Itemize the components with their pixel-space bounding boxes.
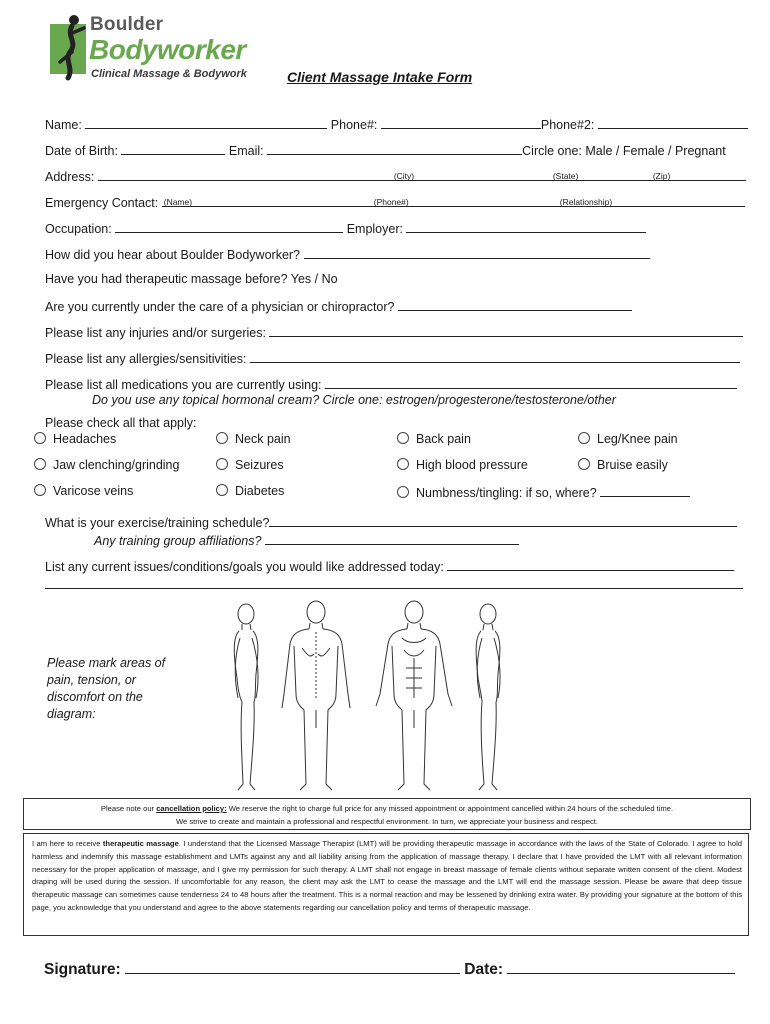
cancellation-policy-link: cancellation policy: [156,804,227,813]
employer-field[interactable] [406,220,646,233]
radio-circle-icon [34,484,46,496]
checkbox-seizures[interactable]: Seizures [216,458,284,472]
hear-field[interactable] [304,246,650,259]
medications-field[interactable] [325,376,737,389]
phone2-field[interactable] [598,116,748,129]
employer-label: Employer: [346,222,403,236]
phone2-label: Phone#2: [540,118,595,132]
affiliations-field[interactable] [265,532,519,545]
had-massage-label[interactable]: Have you had therapeutic massage before? Yes / No [45,272,338,286]
form-title: Client Massage Intake Form [287,69,473,85]
checkbox-blood-pressure[interactable]: High blood pressure [397,458,528,472]
radio-circle-icon [397,432,409,444]
physician-field[interactable] [398,298,632,311]
exercise-field[interactable] [269,514,737,527]
check-all-label: Please check all that apply: [45,416,197,430]
hormonal-note[interactable]: Do you use any topical hormonal cream? Circle one: estrogen/progesterone/testosterone/other [92,393,616,407]
name-label: Name: [45,118,82,132]
row-injuries [45,324,743,340]
logo-text-bodyworker: Bodyworker [89,34,246,65]
date-label: Date: [464,961,504,978]
row-had-massage [45,272,338,286]
issues-field[interactable] [447,558,734,571]
address-label: Address: [45,170,95,184]
allergies-label: Please list any allergies/sensitivities: [45,352,247,366]
signature-label: Signature: [44,961,121,978]
radio-circle-icon [578,458,590,470]
email-field[interactable] [267,142,522,155]
signature-row [44,958,735,979]
body-figure-side-right [476,604,500,790]
city-hint: (City) [393,171,415,181]
signature-field[interactable] [125,958,460,974]
diagram-instructions: Please mark areas of pain, tension, or discomfort on the diagram: [47,656,166,721]
date-field[interactable] [507,958,735,974]
cancellation-policy-box: Please note our cancellation policy: We reserve the right to charge full price for any missed appointment or appointment cancelled within 24 hours of the scheduled time. We strive to create and maintain a professional and respectful environment. In turn, we appreciate your business and respect. [23,798,751,830]
radio-circle-icon [34,458,46,470]
issues-label: List any current issues/conditions/goals you would like addressed today: [45,560,444,574]
row-name [45,116,748,132]
row-physician [45,298,632,314]
gender-label[interactable]: Circle one: Male / Female / Pregnant [522,144,726,158]
radio-circle-icon [216,458,228,470]
occupation-field[interactable] [115,220,343,233]
row-occupation [45,220,646,236]
address-field[interactable] [98,168,746,181]
logo-text-boulder: Boulder [90,14,164,35]
dob-label: Date of Birth: [45,144,118,158]
row-dob [45,142,726,158]
allergies-field[interactable] [250,350,740,363]
hear-label: How did you hear about Boulder Bodyworker? [45,248,301,262]
medications-label: Please list all medications you are currently using: [45,378,322,392]
consent-bold: therapeutic massage [102,839,179,848]
checkbox-bruise[interactable]: Bruise easily [578,458,668,472]
radio-circle-icon [34,432,46,444]
exercise-label: What is your exercise/training schedule? [45,516,270,530]
injuries-label: Please list any injuries and/or surgeries: [45,326,266,340]
radio-circle-icon [216,432,228,444]
row-exercise [45,514,737,530]
row-issues [45,558,734,574]
body-figure-side-left [234,604,258,790]
emergency-label: Emergency Contact: [45,196,159,210]
checkbox-neck-pain[interactable]: Neck pain [216,432,291,446]
affiliations-label: Any training group affiliations? [94,534,262,548]
row-medications [45,376,737,392]
consent-box: I am here to receive therapeutic massage. I understand that the Licensed Massage Therapist (LMT) will be providing therapeutic massage in accordance with the laws of the State of Colorado. I agree to hold harmless and indemnify this massage establishment and LMTs against any and all liability arising from the application of massage therapy. I declare that I have provided the LMT with all relevant information necessary for the proper application of massage, and I give my permission for such therapy. A LMT shall not engage in breast massage of female clients without separate written consent of the client. Modest draping will be used during the session. If uncomfortable for any reason, the client may ask the LMT to cease the massage and the LMT will end the massage session. Please be aware that deep tissue therapeutic massage can sometimes cause tenderness 24 to 48 hours after the treatment. This is a normal reaction and may be lessened by drinking extra water. By providing your signature at the bottom of this page, you acknowledge that you understand and agree to the above statements regarding our cancellation policy and terms of therapeutic massage. [23,833,749,936]
occupation-label: Occupation: [45,222,112,236]
em-phone-hint: (Phone#) [373,197,409,207]
checkbox-headaches[interactable]: Headaches [34,432,116,446]
radio-circle-icon [578,432,590,444]
checkbox-diabetes[interactable]: Diabetes [216,484,284,498]
checkbox-jaw[interactable]: Jaw clenching/grinding [34,458,179,472]
body-figure-front [376,601,452,790]
phone1-field[interactable] [381,116,541,129]
row-allergies [45,350,740,366]
row-address [45,168,746,184]
checkbox-leg-knee-pain[interactable]: Leg/Knee pain [578,432,678,446]
state-hint: (State) [552,171,579,181]
phone1-label: Phone#: [330,118,378,132]
numbness-where-field[interactable] [600,484,690,497]
body-diagram[interactable] [210,598,530,794]
body-figure-back [282,601,350,790]
email-label: Email: [228,144,264,158]
em-relation-hint: (Relationship) [559,197,613,207]
issues-field-line2[interactable] [45,576,743,589]
radio-circle-icon [216,484,228,496]
dob-field[interactable] [121,142,225,155]
radio-circle-icon [397,486,409,498]
row-emergency [45,194,745,210]
emergency-field[interactable] [162,194,745,207]
checkbox-back-pain[interactable]: Back pain [397,432,471,446]
row-hear [45,246,650,262]
cancellation-text-2: We strive to create and maintain a professional and respectful environment. In turn, we appreciate your business and respect. [176,817,598,826]
logo-tagline: Clinical Massage & Bodywork [91,68,247,80]
zip-hint: (Zip) [652,171,671,181]
physician-label: Are you currently under the care of a physician or chiropractor? [45,300,395,314]
radio-circle-icon [397,458,409,470]
checkbox-varicose[interactable]: Varicose veins [34,484,133,498]
name-field[interactable] [85,116,327,129]
injuries-field[interactable] [269,324,743,337]
row-affiliations [94,532,519,548]
checkbox-numbness[interactable]: Numbness/tingling: if so, where? [397,484,690,500]
em-name-hint: (Name) [163,197,193,207]
